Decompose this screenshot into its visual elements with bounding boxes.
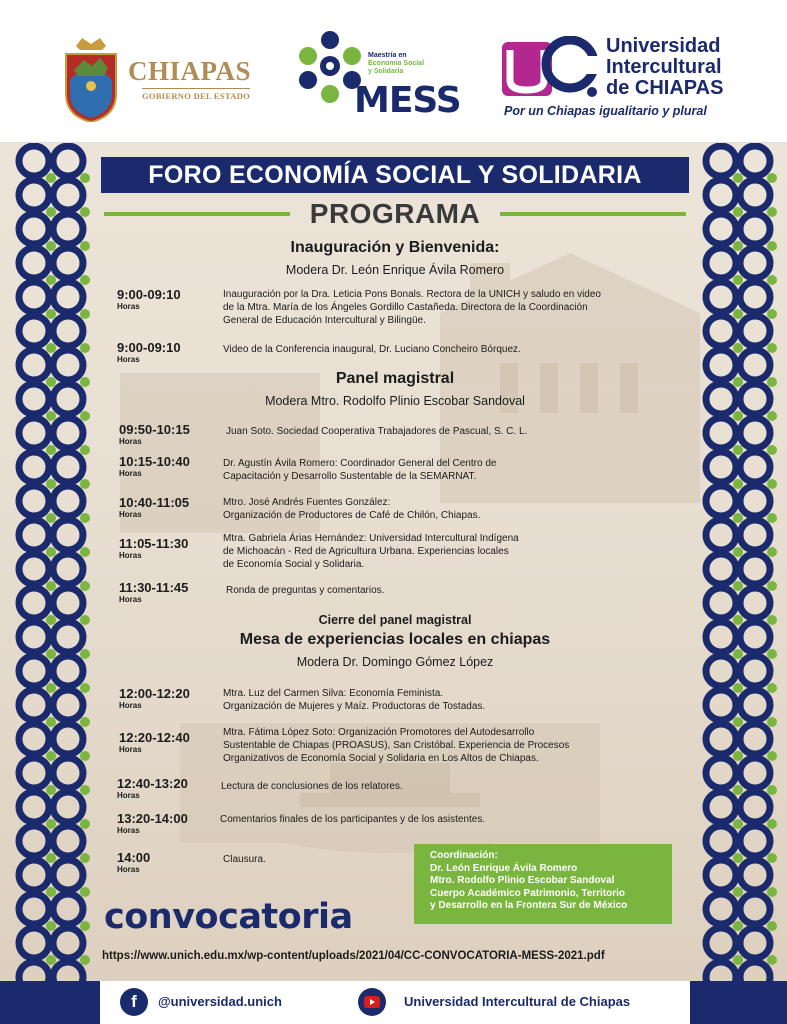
- border-dot: [80, 173, 90, 183]
- border-ring: [706, 384, 736, 414]
- border-dot: [80, 445, 90, 455]
- border-ring: [53, 826, 83, 856]
- chiapas-government-subtitle: GOBIERNO DEL ESTADO: [142, 88, 250, 101]
- border-dot: [46, 377, 56, 387]
- border-dot: [46, 479, 56, 489]
- border-ring: [706, 486, 736, 516]
- border-dot: [767, 887, 777, 897]
- mess-wordmark: MESS: [354, 80, 461, 121]
- border-ring: [53, 724, 83, 754]
- border-dot: [767, 207, 777, 217]
- border-ring: [740, 554, 770, 584]
- schedule-description: Dr. Agustín Ávila Romero: Coordinador General del Centro de Capacitación y Desarrollo Sustentable de la SEMARNAT.: [223, 458, 497, 482]
- border-dot: [80, 241, 90, 251]
- border-ring: [706, 588, 736, 618]
- border-dot: [80, 887, 90, 897]
- border-dot: [733, 547, 743, 557]
- border-ring: [706, 758, 736, 788]
- border-ring: [53, 248, 83, 278]
- section-cierre-label: Cierre del panel magistral: [318, 613, 472, 627]
- border-ring: [706, 452, 736, 482]
- border-dot: [733, 173, 743, 183]
- border-dot: [46, 513, 56, 523]
- border-dot: [80, 955, 90, 965]
- schedule-description: Mtro. José Andrés Fuentes González: Organización de Productores de Café de Chilón, Chiapas.: [223, 497, 481, 521]
- border-ring: [19, 622, 49, 652]
- border-dot: [80, 309, 90, 319]
- border-ring: [53, 860, 83, 890]
- border-dot: [46, 853, 56, 863]
- border-dot: [80, 717, 90, 727]
- border-dot: [733, 785, 743, 795]
- border-ring: [740, 180, 770, 210]
- border-ring: [740, 316, 770, 346]
- youtube-icon[interactable]: [358, 988, 386, 1016]
- border-dot: [767, 411, 777, 421]
- border-dot: [733, 717, 743, 727]
- border-dot: [733, 887, 743, 897]
- border-ring: [53, 350, 83, 380]
- border-ring: [706, 622, 736, 652]
- border-ring: [740, 792, 770, 822]
- border-ring: [740, 588, 770, 618]
- border-dot: [767, 853, 777, 863]
- border-ring: [19, 282, 49, 312]
- border-dot: [80, 921, 90, 931]
- border-ring: [53, 452, 83, 482]
- schedule-time: 09:50-10:15 Horas: [119, 422, 190, 446]
- border-ring: [740, 826, 770, 856]
- border-ring: [53, 792, 83, 822]
- coordination-line: Mtro. Rodolfo Plinio Escobar Sandoval: [430, 875, 615, 887]
- border-ring: [53, 962, 83, 981]
- border-dot: [46, 309, 56, 319]
- mess-tagline: [368, 52, 424, 76]
- border-ring: [706, 214, 736, 244]
- convocatoria-link[interactable]: https://www.unich.edu.mx/wp-content/uploads/2021/04/CC-CONVOCATORIA-MESS-2021.pdf: [102, 950, 605, 962]
- border-ring: [53, 588, 83, 618]
- border-dot: [767, 547, 777, 557]
- border-ring: [19, 724, 49, 754]
- border-ring: [53, 928, 83, 958]
- border-ring: [740, 214, 770, 244]
- schedule-time: 12:00-12:20 Horas: [119, 686, 190, 710]
- schedule-time: 9:00-09:10 Horas: [117, 287, 181, 311]
- section-mesa-moderator: Modera Dr. Domingo Gómez López: [296, 655, 494, 669]
- border-dot: [733, 751, 743, 761]
- schedule-time: 10:15-10:40 Horas: [119, 454, 190, 478]
- border-ring: [19, 180, 49, 210]
- border-dot: [46, 785, 56, 795]
- border-dot: [80, 581, 90, 591]
- right-decorative-border: [699, 143, 777, 981]
- mess-tag-line3: y Solidaria: [368, 68, 404, 75]
- convocatoria-heading: convocatoria: [104, 897, 353, 937]
- unich-name-line2: Intercultural: [606, 56, 722, 78]
- border-ring: [706, 656, 736, 686]
- border-dot: [733, 615, 743, 625]
- border-ring: [53, 418, 83, 448]
- schedule-description: Juan Soto. Sociedad Cooperativa Trabajadores de Pascual, S. C. L.: [226, 426, 528, 437]
- coordination-line: Cuerpo Académico Patrimonio, Territorio: [430, 887, 626, 899]
- border-ring: [706, 962, 736, 981]
- border-ring: [53, 894, 83, 924]
- border-ring: [740, 894, 770, 924]
- mess-tag-line2: Economía Social: [368, 60, 425, 67]
- border-ring: [706, 690, 736, 720]
- border-ring: [740, 520, 770, 550]
- schedule-description: Lectura de conclusiones de los relatores.: [221, 781, 403, 792]
- border-dot: [80, 377, 90, 387]
- border-ring: [19, 758, 49, 788]
- mess-tag-line1: Maestría en: [368, 52, 407, 59]
- border-dot: [46, 207, 56, 217]
- left-decorative-border: [12, 143, 90, 981]
- schedule-description: Ronda de preguntas y comentarios.: [226, 585, 385, 596]
- border-dot: [767, 751, 777, 761]
- chiapas-shield-icon: [62, 36, 120, 122]
- border-ring: [53, 486, 83, 516]
- schedule-time: 9:00-09:10 Horas: [117, 340, 181, 364]
- border-dot: [767, 173, 777, 183]
- border-dot: [46, 445, 56, 455]
- border-dot: [80, 207, 90, 217]
- border-dot: [733, 581, 743, 591]
- schedule-time: 12:40-13:20 Horas: [117, 776, 188, 800]
- youtube-channel-link[interactable]: Universidad Intercultural de Chiapas: [404, 994, 631, 1009]
- border-ring: [740, 724, 770, 754]
- border-dot: [733, 309, 743, 319]
- border-dot: [733, 649, 743, 659]
- border-dot: [46, 955, 56, 965]
- schedule-description: Mtra. Fátima López Soto: Organización Promotores del Autodesarrollo Sustentable de Chiapas (PROASUS), San Cristóbal. Experiencia de Procesos Organizativos de Economía Social y Solidaria en Los Altos de Chiapas.: [223, 727, 570, 764]
- footer: [0, 981, 787, 1024]
- border-dot: [767, 717, 777, 727]
- border-ring: [740, 962, 770, 981]
- border-dot: [733, 683, 743, 693]
- border-dot: [46, 887, 56, 897]
- border-ring: [19, 962, 49, 981]
- border-dot: [46, 173, 56, 183]
- unich-name-line3: de CHIAPAS: [606, 77, 724, 99]
- border-ring: [706, 350, 736, 380]
- border-ring: [53, 146, 83, 176]
- border-dot: [46, 581, 56, 591]
- border-dot: [767, 241, 777, 251]
- border-ring: [706, 792, 736, 822]
- border-ring: [53, 384, 83, 414]
- border-dot: [733, 513, 743, 523]
- border-dot: [80, 853, 90, 863]
- border-dot: [46, 615, 56, 625]
- border-dot: [733, 445, 743, 455]
- border-dot: [767, 343, 777, 353]
- border-dot: [733, 411, 743, 421]
- border-dot: [767, 513, 777, 523]
- border-dot: [80, 819, 90, 829]
- border-ring: [53, 622, 83, 652]
- border-ring: [706, 418, 736, 448]
- border-dot: [80, 513, 90, 523]
- border-ring: [740, 452, 770, 482]
- border-dot: [46, 717, 56, 727]
- border-dot: [80, 547, 90, 557]
- chiapas-government-logo: [62, 36, 262, 122]
- border-ring: [53, 520, 83, 550]
- border-dot: [733, 921, 743, 931]
- border-dot: [767, 581, 777, 591]
- border-ring: [706, 180, 736, 210]
- border-ring: [740, 384, 770, 414]
- coordination-line: y Desarrollo en la Frontera Sur de México: [430, 900, 628, 912]
- border-dot: [46, 649, 56, 659]
- forum-title: FORO ECONOMÍA SOCIAL Y SOLIDARIA: [101, 157, 689, 193]
- border-dot: [80, 411, 90, 421]
- unich-logo: [500, 36, 750, 126]
- coordination-title: Coordinación:: [430, 850, 498, 861]
- border-ring: [740, 350, 770, 380]
- unich-slogan: Por un Chiapas igualitario y plural: [504, 104, 707, 118]
- border-dot: [80, 751, 90, 761]
- border-dot: [767, 819, 777, 829]
- border-dot: [80, 479, 90, 489]
- border-dot: [46, 275, 56, 285]
- border-ring: [706, 282, 736, 312]
- border-ring: [706, 316, 736, 346]
- border-ring: [706, 520, 736, 550]
- section-inauguracion-moderator: Modera Dr. León Enrique Ávila Romero: [285, 263, 505, 277]
- unich-name: [606, 36, 723, 99]
- border-ring: [706, 894, 736, 924]
- schedule-time: 10:40-11:05 Horas: [119, 495, 190, 519]
- border-ring: [740, 418, 770, 448]
- border-dot: [46, 819, 56, 829]
- border-ring: [19, 792, 49, 822]
- schedule-description: Video de la Conferencia inaugural, Dr. Luciano Concheiro Bórquez.: [223, 344, 521, 355]
- border-ring: [19, 690, 49, 720]
- schedule-time: 12:20-12:40 Horas: [119, 730, 190, 754]
- border-dot: [733, 377, 743, 387]
- border-ring: [19, 928, 49, 958]
- border-dot: [733, 343, 743, 353]
- border-dot: [767, 377, 777, 387]
- border-dot: [733, 479, 743, 489]
- border-ring: [740, 282, 770, 312]
- schedule-time: 14:00 Horas: [117, 850, 151, 874]
- footer-social-bar: [100, 981, 690, 1024]
- programa-heading-row: [100, 199, 690, 229]
- border-ring: [19, 826, 49, 856]
- border-dot: [767, 649, 777, 659]
- border-ring: [19, 418, 49, 448]
- unich-monogram-icon: [500, 36, 604, 102]
- coordination-box: [414, 844, 672, 924]
- programa-heading: PROGRAMA: [309, 198, 481, 229]
- border-ring: [740, 486, 770, 516]
- border-dot: [46, 547, 56, 557]
- coordination-line: Dr. León Enrique Ávila Romero: [430, 862, 578, 874]
- border-dot: [733, 207, 743, 217]
- facebook-handle-link[interactable]: @universidad.unich: [158, 994, 282, 1009]
- border-ring: [53, 656, 83, 686]
- border-ring: [19, 350, 49, 380]
- border-ring: [19, 384, 49, 414]
- border-ring: [740, 146, 770, 176]
- border-ring: [19, 248, 49, 278]
- border-ring: [19, 452, 49, 482]
- border-dot: [80, 649, 90, 659]
- border-ring: [706, 554, 736, 584]
- facebook-icon[interactable]: f: [120, 988, 148, 1016]
- schedule-time: 11:30-11:45 Horas: [119, 580, 189, 604]
- border-ring: [53, 180, 83, 210]
- border-dot: [767, 955, 777, 965]
- border-ring: [706, 248, 736, 278]
- border-ring: [53, 316, 83, 346]
- border-dot: [46, 751, 56, 761]
- border-ring: [706, 724, 736, 754]
- border-dot: [767, 309, 777, 319]
- border-ring: [53, 758, 83, 788]
- border-ring: [19, 656, 49, 686]
- border-dot: [80, 343, 90, 353]
- border-dot: [733, 275, 743, 285]
- border-dot: [733, 853, 743, 863]
- border-dot: [767, 445, 777, 455]
- border-dot: [80, 785, 90, 795]
- border-ring: [19, 894, 49, 924]
- unich-name-line1: Universidad: [606, 35, 721, 57]
- border-dot: [767, 615, 777, 625]
- border-dot: [733, 241, 743, 251]
- schedule-time: 11:05-11:30 Horas: [119, 536, 189, 560]
- border-ring: [740, 928, 770, 958]
- section-panel-title: Panel magistral: [335, 370, 455, 387]
- border-dot: [733, 955, 743, 965]
- schedule-time: 13:20-14:00 Horas: [117, 811, 188, 835]
- border-ring: [19, 554, 49, 584]
- border-ring: [740, 622, 770, 652]
- border-ring: [53, 214, 83, 244]
- border-dot: [733, 819, 743, 829]
- section-inauguracion-title: Inauguración y Bienvenida:: [290, 239, 500, 256]
- border-ring: [706, 826, 736, 856]
- schedule-description: Comentarios finales de los participantes y de los asistentes.: [220, 814, 486, 825]
- section-mesa-title: Mesa de experiencias locales en chiapas: [239, 631, 551, 648]
- border-ring: [19, 214, 49, 244]
- border-ring: [740, 656, 770, 686]
- border-ring: [19, 588, 49, 618]
- border-dot: [46, 411, 56, 421]
- border-ring: [19, 860, 49, 890]
- border-dot: [767, 921, 777, 931]
- border-ring: [740, 860, 770, 890]
- schedule-description: Mtra. Gabriela Árias Hernández: Universidad Intercultural Indígena de Michoacán - Red de Agricultura Urbana. Experiencias locales de Economía Social y Solidaria.: [223, 533, 519, 570]
- border-ring: [706, 928, 736, 958]
- border-dot: [767, 785, 777, 795]
- border-ring: [53, 690, 83, 720]
- border-dot: [46, 683, 56, 693]
- border-ring: [740, 690, 770, 720]
- schedule-description: Mtra. Luz del Carmen Silva: Economía Feminista. Organización de Mujeres y Maíz. Productoras de Tostadas.: [223, 688, 486, 712]
- border-ring: [53, 282, 83, 312]
- schedule-description: Clausura.: [223, 854, 266, 865]
- border-dot: [80, 683, 90, 693]
- border-ring: [19, 146, 49, 176]
- border-ring: [706, 860, 736, 890]
- mess-logo: [296, 30, 466, 126]
- header: [0, 0, 787, 143]
- border-ring: [19, 316, 49, 346]
- section-panel-moderator: Modera Mtro. Rodolfo Plinio Escobar Sandoval: [265, 394, 525, 408]
- border-ring: [706, 146, 736, 176]
- border-dot: [46, 921, 56, 931]
- border-dot: [767, 479, 777, 489]
- program-poster: [0, 143, 787, 981]
- border-dot: [80, 615, 90, 625]
- schedule-description: Inauguración por la Dra. Leticia Pons Bonals. Rectora de la UNICH y saludo en video de la Mtra. María de los Ángeles Gordillo Castañeda. Directora de la Coordinación General de Educación Intercultural y Bilingüe.: [223, 289, 601, 326]
- border-ring: [53, 554, 83, 584]
- border-dot: [80, 275, 90, 285]
- border-dot: [767, 683, 777, 693]
- chiapas-name: CHIAPAS: [128, 56, 252, 86]
- border-ring: [19, 486, 49, 516]
- border-ring: [740, 758, 770, 788]
- border-dot: [46, 343, 56, 353]
- border-ring: [740, 248, 770, 278]
- border-dot: [767, 275, 777, 285]
- border-dot: [46, 241, 56, 251]
- border-ring: [19, 520, 49, 550]
